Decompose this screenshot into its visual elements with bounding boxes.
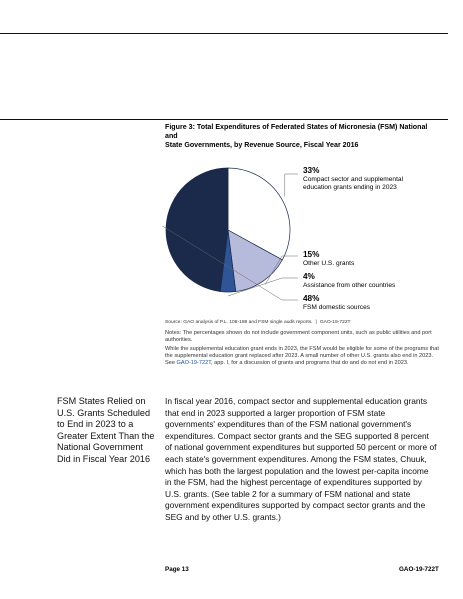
top-rule xyxy=(0,33,448,34)
figure-note-2 xyxy=(165,346,440,367)
report-link[interactable]: GAO-19-722T xyxy=(176,360,212,367)
legend-pct: 48% xyxy=(303,294,320,303)
legend-pct: 15% xyxy=(303,250,320,259)
figure-title-line-1: Figure 3: Total Expenditures of Federated States of Micronesia (FSM) National and xyxy=(165,123,428,140)
legend-label: Assistance from other countries xyxy=(303,282,396,289)
figure-note: Notes: The percentages shown do not include government component units, such as public utilities and port authorities. xyxy=(165,330,432,344)
legend-label: FSM domestic sources xyxy=(303,304,371,311)
leader-line-0 xyxy=(285,174,298,196)
page-number: Page 13 xyxy=(165,566,189,573)
legend-label: Other U.S. grants xyxy=(303,260,355,267)
figure-title-line-2: State Governments, by Revenue Source, Fiscal Year 2016 xyxy=(165,141,359,149)
pie-slice-3 xyxy=(166,168,228,292)
figure-source xyxy=(165,320,445,325)
legend-item-domestic-sources xyxy=(303,294,370,312)
source-text: Source: GAO analysis of P.L. 108-188 and FSM single audit reports. xyxy=(165,320,313,325)
sidebar-heading: FSM States Relied on U.S. Grants Scheduled to End in 2023 to a Greater Extent Than the National Government Did in Fiscal Year 2016 xyxy=(57,396,155,464)
report-code: GAO-19-722T xyxy=(399,566,439,573)
section-rule xyxy=(0,119,448,120)
legend-label-line-2: education grants ending in 2023 xyxy=(303,184,397,191)
legend-item-compact-grants xyxy=(303,166,403,192)
legend-pct: 33% xyxy=(303,166,320,175)
note-text: While the supplemental education grant ends in 2023, the FSM would be eligible for some of the programs that the supplemental education grant replaced after 2023. A small number of other U.S. grants also end in 2023. See xyxy=(165,346,439,367)
legend-item-other-us-grants xyxy=(303,250,354,268)
source-separator: | xyxy=(315,320,317,325)
pie-chart xyxy=(158,146,450,314)
source-code: GAO-19-722T xyxy=(319,320,351,325)
body-paragraph: In fiscal year 2016, compact sector and supplemental education grants that end in 2023 supported a larger proportion of FSM state governments' expenditures than of the FSM national government's expenditures. Compact sector grants and the SEG supported 8 percent of national government expenditures but supported 50 percent or more of each state's government expenditures. Among the FSM states, Chuuk, which has both the largest population and the lowest per-capita income in the FSM, had the highest percentage of expenditures supported by U.S. grants. (See table 2 for a summary of FSM national and state government expenditures supported by compact sector grants and the SEG and by other U.S. grants.) xyxy=(165,396,437,522)
legend-pct: 4% xyxy=(303,272,315,281)
legend-label: Compact sector and supplemental xyxy=(303,176,404,183)
note-text-continued: , app. I, for a discussion of grants and programs that do and do not end in 2023. xyxy=(211,360,409,367)
legend-item-other-countries xyxy=(303,272,395,290)
